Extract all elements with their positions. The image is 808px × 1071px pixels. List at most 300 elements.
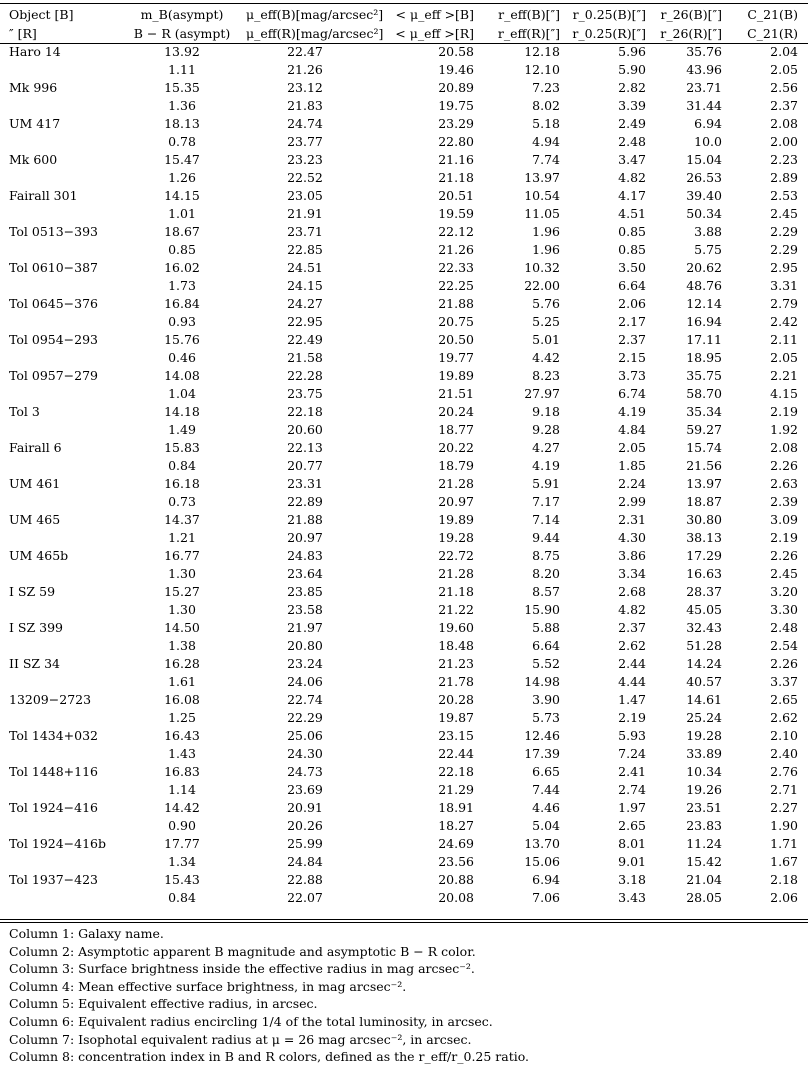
table-cell: 2.37 bbox=[618, 332, 646, 347]
table-cell: 7.06 bbox=[532, 890, 560, 905]
table-note: Column 5: Equivalent effective radius, in arcsec. bbox=[9, 996, 318, 1012]
table-row bbox=[0, 367, 808, 385]
table-cell: 43.96 bbox=[686, 62, 722, 77]
table-cell: 3.37 bbox=[770, 674, 798, 689]
table-cell: 3.86 bbox=[618, 548, 646, 563]
table-row bbox=[0, 61, 808, 79]
table-cell: 19.26 bbox=[686, 782, 722, 797]
col-reff-r: r_eff(R)[″] bbox=[497, 26, 560, 41]
table-cell: 20.62 bbox=[686, 260, 722, 275]
table-cell: 24.69 bbox=[438, 836, 474, 851]
table-cell: 21.29 bbox=[438, 782, 474, 797]
table-cell: 19.75 bbox=[438, 98, 474, 113]
table-row bbox=[0, 835, 808, 853]
table-cell: 22.18 bbox=[438, 764, 474, 779]
table-cell: 21.26 bbox=[287, 62, 323, 77]
table-cell: 3.90 bbox=[532, 692, 560, 707]
table-cell: 2.08 bbox=[770, 116, 798, 131]
table-cell bbox=[0, 277, 118, 295]
table-cell bbox=[0, 745, 118, 763]
table-cell: 2.37 bbox=[770, 98, 798, 113]
table-cell: Tol 1448+116 bbox=[9, 764, 99, 779]
table-cell: 2.42 bbox=[770, 314, 798, 329]
table-cell: 2.18 bbox=[770, 872, 798, 887]
table-cell: 10.0 bbox=[694, 134, 722, 149]
table-cell: 23.69 bbox=[287, 782, 323, 797]
table-cell: 19.28 bbox=[438, 530, 474, 545]
table-cell bbox=[0, 61, 118, 79]
table-cell: 20.60 bbox=[287, 422, 323, 437]
table-cell: 35.34 bbox=[686, 404, 722, 419]
table-row bbox=[0, 781, 808, 799]
table-cell: 22.95 bbox=[287, 314, 323, 329]
table-cell bbox=[0, 97, 118, 115]
top-rule bbox=[0, 3, 808, 4]
table-cell: 18.95 bbox=[686, 350, 722, 365]
table-cell: II SZ 34 bbox=[9, 656, 60, 671]
table-cell: 5.96 bbox=[618, 44, 646, 59]
table-cell: 2.11 bbox=[770, 332, 798, 347]
table-row bbox=[0, 79, 808, 97]
table-cell: 16.63 bbox=[686, 566, 722, 581]
table-cell: 21.88 bbox=[287, 512, 323, 527]
table-cell: 2.62 bbox=[770, 710, 798, 725]
table-cell: 1.38 bbox=[168, 638, 196, 653]
table-row bbox=[0, 385, 808, 403]
table-cell: 21.78 bbox=[438, 674, 474, 689]
table-cell: 10.34 bbox=[686, 764, 722, 779]
table-cell: 5.25 bbox=[532, 314, 560, 329]
table-cell: 3.09 bbox=[770, 512, 798, 527]
table-cell: 15.27 bbox=[164, 584, 200, 599]
table-cell: Tol 0645−376 bbox=[9, 296, 99, 311]
table-row bbox=[0, 295, 808, 313]
table-cell: 4.44 bbox=[618, 674, 646, 689]
photometry-table bbox=[0, 5, 808, 907]
table-row bbox=[0, 169, 808, 187]
table-cell: 9.44 bbox=[532, 530, 560, 545]
table-cell: 2.65 bbox=[618, 818, 646, 833]
table-row bbox=[0, 619, 808, 637]
table-cell: 3.43 bbox=[618, 890, 646, 905]
table-cell: 25.06 bbox=[287, 728, 323, 743]
table-cell: 19.60 bbox=[438, 620, 474, 635]
table-cell bbox=[0, 133, 118, 151]
table-cell: 7.23 bbox=[532, 80, 560, 95]
table-row bbox=[0, 529, 808, 547]
table-cell: UM 465b bbox=[9, 548, 69, 563]
table-cell: 24.73 bbox=[287, 764, 323, 779]
table-note: Column 3: Surface brightness inside the effective radius in mag arcsec⁻². bbox=[9, 961, 475, 977]
table-cell: 20.24 bbox=[438, 404, 474, 419]
table-row bbox=[0, 151, 808, 169]
table-cell: 2.24 bbox=[618, 476, 646, 491]
table-cell: 23.51 bbox=[686, 800, 722, 815]
table-cell: 6.74 bbox=[618, 386, 646, 401]
table-note: Column 2: Asymptotic apparent B magnitude and asymptotic B − R color. bbox=[9, 943, 476, 959]
table-cell: 20.91 bbox=[287, 800, 323, 815]
table-cell: 20.97 bbox=[287, 530, 323, 545]
table-cell: 14.50 bbox=[164, 620, 200, 635]
table-cell: 32.43 bbox=[686, 620, 722, 635]
table-cell: Tol 0954−293 bbox=[9, 332, 99, 347]
table-row bbox=[0, 115, 808, 133]
table-cell: 5.18 bbox=[532, 116, 560, 131]
table-cell: 0.78 bbox=[168, 134, 196, 149]
table-cell: 4.82 bbox=[618, 170, 646, 185]
table-cell: 18.87 bbox=[686, 494, 722, 509]
table-cell: 2.04 bbox=[770, 44, 798, 59]
table-cell: 15.06 bbox=[524, 854, 560, 869]
table-cell: 3.31 bbox=[770, 278, 798, 293]
table-cell: 23.58 bbox=[287, 602, 323, 617]
table-cell: 1.85 bbox=[618, 458, 646, 473]
table-cell: 15.83 bbox=[164, 440, 200, 455]
table-cell: 0.93 bbox=[168, 314, 196, 329]
table-cell: 5.01 bbox=[532, 332, 560, 347]
table-cell: 4.82 bbox=[618, 602, 646, 617]
table-cell: 39.40 bbox=[686, 188, 722, 203]
table-cell: 21.51 bbox=[438, 386, 474, 401]
table-cell: 2.17 bbox=[618, 314, 646, 329]
table-cell: 5.75 bbox=[694, 242, 722, 257]
table-cell: 4.84 bbox=[618, 422, 646, 437]
table-cell bbox=[0, 565, 118, 583]
table-cell: 24.30 bbox=[287, 746, 323, 761]
table-cell: 14.18 bbox=[164, 404, 200, 419]
table-cell: 4.19 bbox=[532, 458, 560, 473]
table-cell: 20.26 bbox=[287, 818, 323, 833]
table-cell: 2.76 bbox=[770, 764, 798, 779]
table-cell: 2.15 bbox=[618, 350, 646, 365]
col-r025: r_0.25(B)[″] bbox=[572, 7, 646, 22]
table-cell: 1.43 bbox=[168, 746, 196, 761]
table-cell: 16.83 bbox=[164, 764, 200, 779]
table-cell: 2.99 bbox=[618, 494, 646, 509]
table-cell: 40.57 bbox=[686, 674, 722, 689]
table-cell: 2.26 bbox=[770, 548, 798, 563]
table-cell: 18.77 bbox=[438, 422, 474, 437]
table-cell: 22.00 bbox=[524, 278, 560, 293]
table-cell bbox=[0, 817, 118, 835]
table-cell: 6.94 bbox=[694, 116, 722, 131]
table-cell: 2.05 bbox=[770, 350, 798, 365]
table-cell bbox=[0, 241, 118, 259]
table-cell: 4.94 bbox=[532, 134, 560, 149]
table-cell: Tol 3 bbox=[9, 404, 40, 419]
table-cell: 2.71 bbox=[770, 782, 798, 797]
table-cell: 19.59 bbox=[438, 206, 474, 221]
table-cell: 26.53 bbox=[686, 170, 722, 185]
table-cell: 1.21 bbox=[168, 530, 196, 545]
table-cell: Mk 600 bbox=[9, 152, 58, 167]
table-cell: 2.06 bbox=[618, 296, 646, 311]
table-cell: 22.49 bbox=[287, 332, 323, 347]
table-cell: 18.48 bbox=[438, 638, 474, 653]
table-cell: 20.08 bbox=[438, 890, 474, 905]
table-cell: 2.89 bbox=[770, 170, 798, 185]
table-cell: 13.70 bbox=[524, 836, 560, 851]
table-notes bbox=[9, 925, 529, 1066]
table-row bbox=[0, 511, 808, 529]
table-cell: 10.54 bbox=[524, 188, 560, 203]
table-cell: 1.14 bbox=[168, 782, 196, 797]
table-cell: 35.75 bbox=[686, 368, 722, 383]
table-cell: 0.84 bbox=[168, 890, 196, 905]
table-cell: 16.02 bbox=[164, 260, 200, 275]
table-cell: Tol 1434+032 bbox=[9, 728, 99, 743]
table-cell: 0.84 bbox=[168, 458, 196, 473]
table-cell: 16.28 bbox=[164, 656, 200, 671]
table-cell: 8.01 bbox=[618, 836, 646, 851]
table-cell: 2.82 bbox=[618, 80, 646, 95]
table-cell: 2.08 bbox=[770, 440, 798, 455]
table-cell: 5.52 bbox=[532, 656, 560, 671]
table-cell bbox=[0, 205, 118, 223]
table-cell: 1.26 bbox=[168, 170, 196, 185]
table-cell: 22.52 bbox=[287, 170, 323, 185]
table-cell: 1.47 bbox=[618, 692, 646, 707]
table-row bbox=[0, 763, 808, 781]
table-cell: 21.58 bbox=[287, 350, 323, 365]
table-cell: 22.12 bbox=[438, 224, 474, 239]
table-cell: 4.19 bbox=[618, 404, 646, 419]
table-cell: 1.30 bbox=[168, 566, 196, 581]
table-cell: 6.65 bbox=[532, 764, 560, 779]
table-cell: 1.04 bbox=[168, 386, 196, 401]
table-cell: 2.63 bbox=[770, 476, 798, 491]
table-row bbox=[0, 691, 808, 709]
table-cell: 1.73 bbox=[168, 278, 196, 293]
table-row bbox=[0, 817, 808, 835]
table-cell: 21.97 bbox=[287, 620, 323, 635]
table-cell: Haro 14 bbox=[9, 44, 61, 59]
table-cell: 8.57 bbox=[532, 584, 560, 599]
table-row bbox=[0, 799, 808, 817]
table-row bbox=[0, 457, 808, 475]
table-cell: 27.97 bbox=[524, 386, 560, 401]
table-cell bbox=[0, 385, 118, 403]
table-row bbox=[0, 421, 808, 439]
table-cell: 16.94 bbox=[686, 314, 722, 329]
table-cell: 10.32 bbox=[524, 260, 560, 275]
table-cell: 23.71 bbox=[287, 224, 323, 239]
table-cell: 20.80 bbox=[287, 638, 323, 653]
table-cell: 0.46 bbox=[168, 350, 196, 365]
table-cell: 24.74 bbox=[287, 116, 323, 131]
table-row bbox=[0, 601, 808, 619]
table-cell: 19.46 bbox=[438, 62, 474, 77]
table-cell: 1.67 bbox=[770, 854, 798, 869]
table-cell: I SZ 59 bbox=[9, 584, 56, 599]
table-row bbox=[0, 709, 808, 727]
col-mean-mueff: < μ_eff >[B] bbox=[395, 7, 474, 22]
table-row bbox=[0, 583, 808, 601]
table-cell: UM 465 bbox=[9, 512, 61, 527]
col-object-r: ″ [R] bbox=[9, 26, 37, 41]
table-cell: 24.27 bbox=[287, 296, 323, 311]
table-cell: 23.56 bbox=[438, 854, 474, 869]
table-cell: 16.18 bbox=[164, 476, 200, 491]
table-cell: 20.97 bbox=[438, 494, 474, 509]
table-cell: 2.29 bbox=[770, 242, 798, 257]
table-cell: 8.23 bbox=[532, 368, 560, 383]
table-cell: 16.08 bbox=[164, 692, 200, 707]
table-row bbox=[0, 277, 808, 295]
table-cell: 15.76 bbox=[164, 332, 200, 347]
col-r26-r: r_26(R)[″] bbox=[660, 26, 722, 41]
table-cell: 2.39 bbox=[770, 494, 798, 509]
table-cell: 18.27 bbox=[438, 818, 474, 833]
table-cell: 58.70 bbox=[686, 386, 722, 401]
col-r025-r: r_0.25(R)[″] bbox=[572, 26, 646, 41]
table-cell: 2.26 bbox=[770, 458, 798, 473]
table-cell: 22.80 bbox=[438, 134, 474, 149]
table-cell: 2.48 bbox=[618, 134, 646, 149]
table-cell: 1.01 bbox=[168, 206, 196, 221]
table-cell: 2.48 bbox=[770, 620, 798, 635]
table-cell: 22.29 bbox=[287, 710, 323, 725]
table-cell: 15.04 bbox=[686, 152, 722, 167]
bottom-rule-1 bbox=[0, 919, 808, 920]
table-cell: 14.61 bbox=[686, 692, 722, 707]
table-cell: 17.11 bbox=[686, 332, 722, 347]
table-cell: 5.73 bbox=[532, 710, 560, 725]
table-cell: 7.44 bbox=[532, 782, 560, 797]
table-cell: 23.77 bbox=[287, 134, 323, 149]
table-cell: 2.53 bbox=[770, 188, 798, 203]
table-cell: 23.15 bbox=[438, 728, 474, 743]
table-row bbox=[0, 313, 808, 331]
table-cell: 25.24 bbox=[686, 710, 722, 725]
table-cell: Tol 1937−423 bbox=[9, 872, 99, 887]
table-cell: 28.05 bbox=[686, 890, 722, 905]
table-cell: 1.97 bbox=[618, 800, 646, 815]
table-body bbox=[0, 43, 808, 907]
table-row bbox=[0, 331, 808, 349]
header-row-1 bbox=[0, 5, 808, 24]
table-cell: 21.04 bbox=[686, 872, 722, 887]
table-cell: 16.43 bbox=[164, 728, 200, 743]
table-cell: Fairall 6 bbox=[9, 440, 62, 455]
table-cell: 8.02 bbox=[532, 98, 560, 113]
table-cell: 16.77 bbox=[164, 548, 200, 563]
table-cell: 1.92 bbox=[770, 422, 798, 437]
table-cell: 5.04 bbox=[532, 818, 560, 833]
table-cell: 22.13 bbox=[287, 440, 323, 455]
table-cell: 13209−2723 bbox=[9, 692, 92, 707]
table-cell: 0.73 bbox=[168, 494, 196, 509]
table-cell: 22.47 bbox=[287, 44, 323, 59]
table-cell: 16.84 bbox=[164, 296, 200, 311]
table-cell: 23.23 bbox=[287, 152, 323, 167]
table-note: Column 6: Equivalent radius encircling 1/4 of the total luminosity, in arcsec. bbox=[9, 1013, 493, 1029]
table-row bbox=[0, 853, 808, 871]
table-cell: 45.05 bbox=[686, 602, 722, 617]
table-cell bbox=[0, 493, 118, 511]
table-cell: 22.72 bbox=[438, 548, 474, 563]
table-cell: 2.56 bbox=[770, 80, 798, 95]
table-cell: 7.14 bbox=[532, 512, 560, 527]
col-r26: r_26(B)[″] bbox=[660, 7, 722, 22]
table-cell: 9.01 bbox=[618, 854, 646, 869]
table-cell: 1.71 bbox=[770, 836, 798, 851]
table-cell: 1.96 bbox=[532, 224, 560, 239]
table-cell: 14.08 bbox=[164, 368, 200, 383]
table-cell: 20.51 bbox=[438, 188, 474, 203]
table-cell: 35.76 bbox=[686, 44, 722, 59]
table-cell bbox=[0, 349, 118, 367]
table-cell: 22.88 bbox=[287, 872, 323, 887]
table-row bbox=[0, 241, 808, 259]
table-row bbox=[0, 259, 808, 277]
table-cell: 23.12 bbox=[287, 80, 323, 95]
table-cell: 1.11 bbox=[168, 62, 196, 77]
table-cell: 0.85 bbox=[618, 242, 646, 257]
table-cell: 3.47 bbox=[618, 152, 646, 167]
table-cell: 14.15 bbox=[164, 188, 200, 203]
table-cell: 2.54 bbox=[770, 638, 798, 653]
table-cell: Tol 1924−416b bbox=[9, 836, 107, 851]
table-cell: 3.18 bbox=[618, 872, 646, 887]
table-cell: 2.68 bbox=[618, 584, 646, 599]
table-row bbox=[0, 493, 808, 511]
table-cell: 4.42 bbox=[532, 350, 560, 365]
table-cell: 3.20 bbox=[770, 584, 798, 599]
table-cell: 2.10 bbox=[770, 728, 798, 743]
table-cell: 5.93 bbox=[618, 728, 646, 743]
table-cell: 19.28 bbox=[686, 728, 722, 743]
col-mueff: μ_eff(B)[mag/arcsec²] bbox=[246, 7, 384, 22]
table-row bbox=[0, 223, 808, 241]
table-cell: Tol 1924−416 bbox=[9, 800, 99, 815]
table-cell: 8.20 bbox=[532, 566, 560, 581]
table-cell: 24.15 bbox=[287, 278, 323, 293]
table-cell: 9.18 bbox=[532, 404, 560, 419]
table-cell: 22.44 bbox=[438, 746, 474, 761]
table-note: Column 7: Isophotal equivalent radius at μ = 26 mag arcsec⁻², in arcsec. bbox=[9, 1031, 472, 1047]
table-cell: 3.39 bbox=[618, 98, 646, 113]
table-cell: 4.46 bbox=[532, 800, 560, 815]
table-cell: 18.67 bbox=[164, 224, 200, 239]
table-cell: 2.40 bbox=[770, 746, 798, 761]
table-cell: 12.46 bbox=[524, 728, 560, 743]
table-cell: 3.50 bbox=[618, 260, 646, 275]
table-cell: 20.89 bbox=[438, 80, 474, 95]
table-cell bbox=[0, 529, 118, 547]
table-row bbox=[0, 349, 808, 367]
table-cell: 22.28 bbox=[287, 368, 323, 383]
table-cell bbox=[0, 673, 118, 691]
table-cell: 2.26 bbox=[770, 656, 798, 671]
table-cell bbox=[0, 313, 118, 331]
table-cell: 17.29 bbox=[686, 548, 722, 563]
table-cell: 24.06 bbox=[287, 674, 323, 689]
table-cell: 18.13 bbox=[164, 116, 200, 131]
table-cell: 6.64 bbox=[618, 278, 646, 293]
table-cell: 3.88 bbox=[694, 224, 722, 239]
table-cell: 23.75 bbox=[287, 386, 323, 401]
table-cell: Mk 996 bbox=[9, 80, 58, 95]
table-cell: 24.83 bbox=[287, 548, 323, 563]
bottom-rule-2 bbox=[0, 922, 808, 923]
table-row bbox=[0, 43, 808, 61]
table-cell: 1.30 bbox=[168, 602, 196, 617]
table-cell: 5.90 bbox=[618, 62, 646, 77]
table-cell: 21.18 bbox=[438, 170, 474, 185]
table-cell: 0.85 bbox=[618, 224, 646, 239]
table-cell: 2.19 bbox=[770, 404, 798, 419]
